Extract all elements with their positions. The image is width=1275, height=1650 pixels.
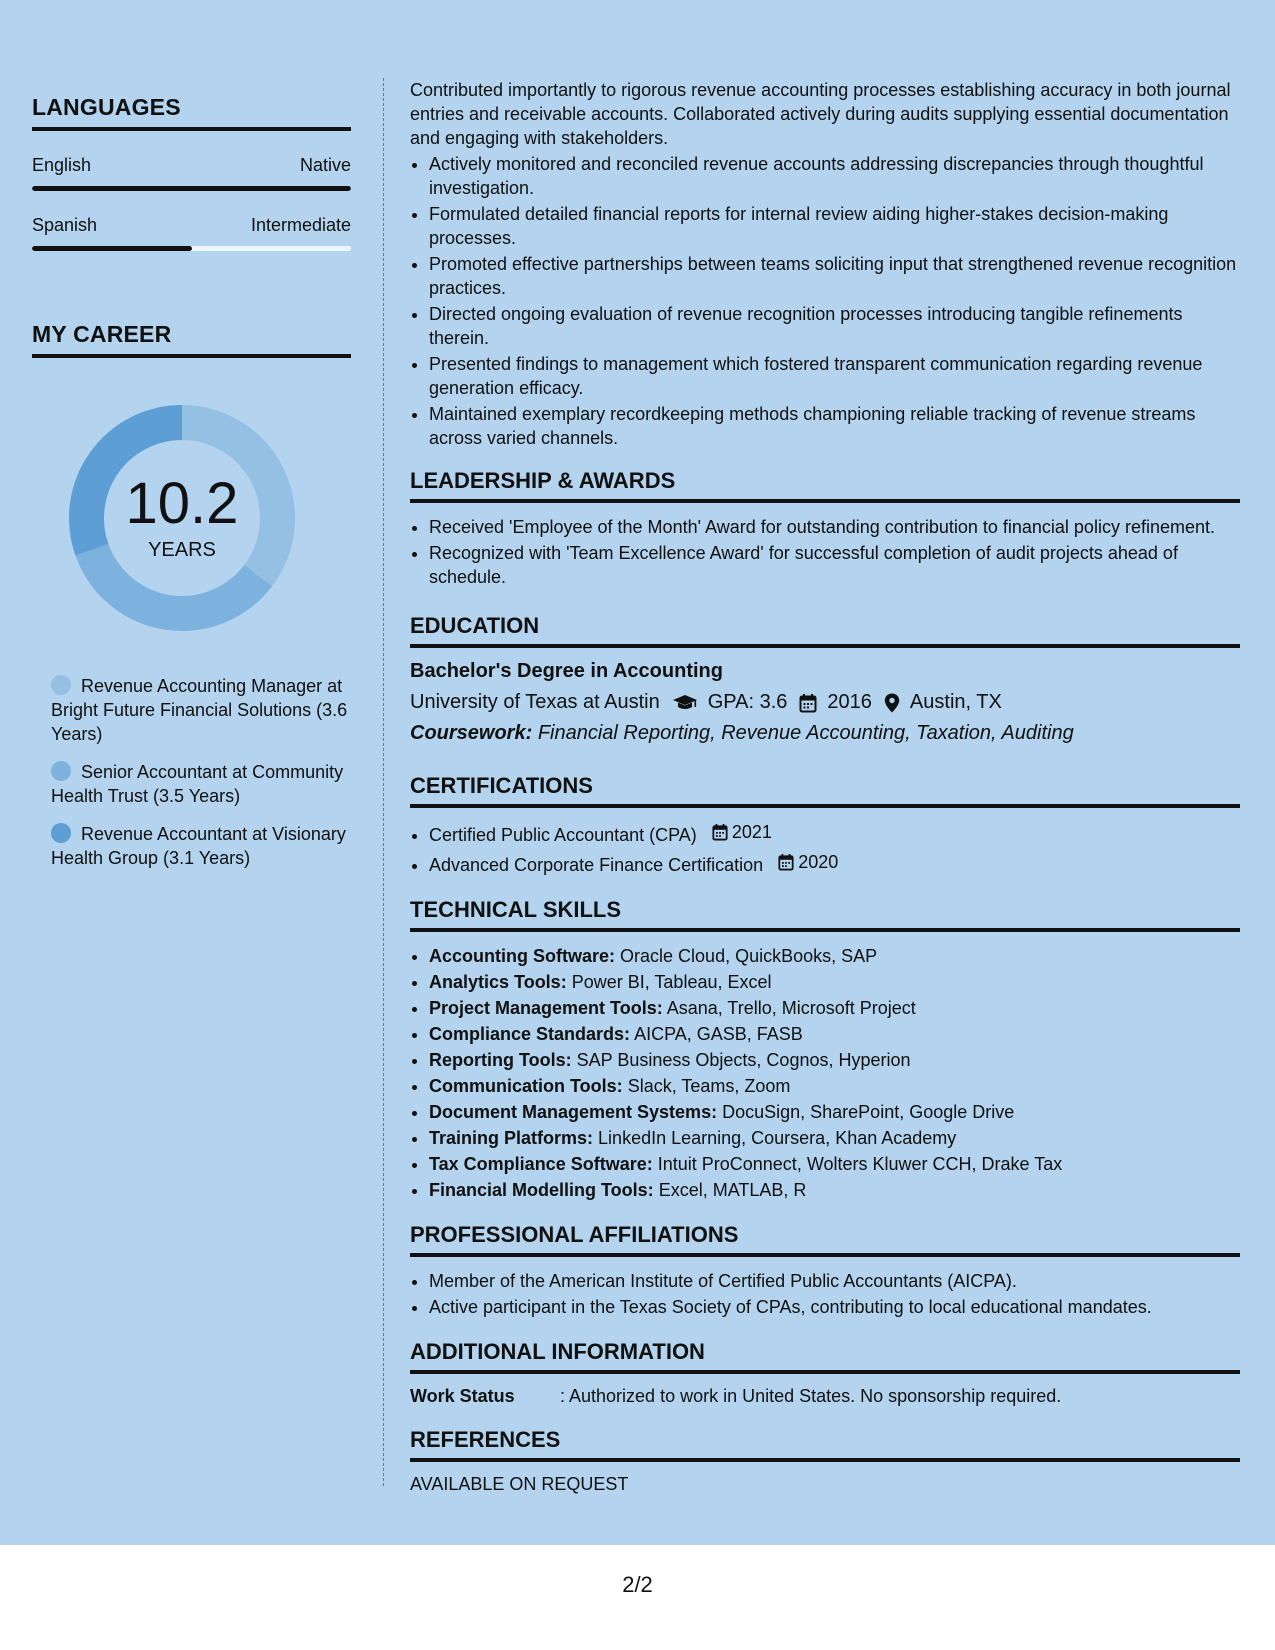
- language-proficiency-fill: [32, 246, 192, 251]
- work-status-value: : Authorized to work in United States. No sponsorship required.: [560, 1386, 1062, 1406]
- skill-label: Compliance Standards:: [429, 1024, 631, 1044]
- language-item: [32, 155, 351, 191]
- leadership-title: LEADERSHIP & AWARDS: [410, 468, 1240, 503]
- column-divider: [383, 78, 384, 1486]
- list-item: [429, 850, 1240, 877]
- language-name: English: [32, 155, 92, 175]
- map-pin-icon: [884, 693, 900, 713]
- list-item: [429, 1074, 1240, 1098]
- list-item: [429, 970, 1240, 994]
- calendar-icon: [712, 823, 728, 841]
- education-coursework: [410, 722, 1240, 745]
- skill-label: Accounting Software:: [429, 946, 616, 966]
- skill-value: LinkedIn Learning, Coursera, Khan Academy: [598, 1128, 957, 1148]
- certification-name: Advanced Corporate Finance Certification: [429, 855, 764, 875]
- additional-info-title: ADDITIONAL INFORMATION: [410, 1339, 1240, 1374]
- language-proficiency-bar: [32, 186, 351, 191]
- list-item: • Recognized with 'Team Excellence Award' for successful completion of audit projects ahead of schedule.: [429, 541, 1240, 589]
- graduation-cap-icon: [672, 693, 698, 713]
- skill-value: Power BI, Tableau, Excel: [571, 972, 772, 992]
- skills-list: [410, 944, 1240, 1202]
- skill-label: Document Management Systems:: [429, 1102, 718, 1122]
- skill-value: Oracle Cloud, QuickBooks, SAP: [620, 946, 878, 966]
- work-status-label: Work Status: [410, 1386, 515, 1406]
- work-status-row: [410, 1386, 1240, 1407]
- language-proficiency-bar: [32, 246, 351, 251]
- education-degree: Bachelor's Degree in Accounting: [410, 660, 723, 682]
- skill-label: Tax Compliance Software:: [429, 1154, 653, 1174]
- list-item: • Presented findings to management which fostered transparent communication regarding revenue generation efficacy.: [429, 352, 1240, 400]
- certifications-title: CERTIFICATIONS: [410, 773, 1240, 808]
- list-item: [429, 1100, 1240, 1124]
- skill-label: Training Platforms:: [429, 1128, 594, 1148]
- skills-title: TECHNICAL SKILLS: [410, 897, 1240, 932]
- affiliations-title: PROFESSIONAL AFFILIATIONS: [410, 1222, 1240, 1257]
- language-name: Spanish: [32, 215, 98, 235]
- legend-label: Revenue Accounting Manager at Bright Future Financial Solutions (3.6 Years): [51, 676, 348, 744]
- skill-label: Communication Tools:: [429, 1076, 623, 1096]
- list-item: [429, 1152, 1240, 1176]
- list-item: [429, 1178, 1240, 1202]
- career-legend-item: [51, 822, 351, 870]
- page-number: 2/2: [622, 1572, 653, 1597]
- education-gpa: GPA: 3.6: [707, 691, 788, 713]
- references-title: REFERENCES: [410, 1427, 1240, 1462]
- list-item: • Actively monitored and reconciled revenue accounts addressing discrepancies through thoughtful investigation.: [429, 152, 1240, 200]
- references-text: AVAILABLE ON REQUEST: [410, 1474, 629, 1494]
- skill-value: Slack, Teams, Zoom: [627, 1076, 791, 1096]
- legend-label: Revenue Accountant at Visionary Health Group (3.1 Years): [51, 824, 346, 868]
- list-item: [429, 996, 1240, 1020]
- career-legend: [32, 674, 351, 870]
- list-item: [429, 820, 1240, 847]
- career-title: MY CAREER: [32, 321, 351, 358]
- legend-dot: [51, 823, 71, 843]
- skill-value: DocuSign, SharePoint, Google Drive: [722, 1102, 1015, 1122]
- calendar-icon: [799, 693, 817, 713]
- coursework-value: Financial Reporting, Revenue Accounting, Taxation, Auditing: [537, 722, 1074, 744]
- language-proficiency-fill: [32, 186, 351, 191]
- certification-name: Certified Public Accountant (CPA): [429, 825, 697, 845]
- list-item: [429, 1048, 1240, 1072]
- certification-year: 2021: [731, 822, 772, 842]
- education-title: EDUCATION: [410, 613, 1240, 648]
- career-legend-item: [51, 674, 351, 746]
- affiliations-list: [410, 1269, 1240, 1319]
- education-location: Austin, TX: [909, 691, 1002, 713]
- languages-title: LANGUAGES: [32, 94, 351, 131]
- list-item: • Promoted effective partnerships between teams soliciting input that strengthened revenue recognition practices.: [429, 252, 1240, 300]
- career-donut-chart: [62, 398, 302, 638]
- skill-value: SAP Business Objects, Cognos, Hyperion: [576, 1050, 911, 1070]
- list-item: [429, 1126, 1240, 1150]
- coursework-label: Coursework:: [410, 722, 533, 744]
- experience-summary: Contributed importantly to rigorous revenue accounting processes establishing accuracy in both journal entries and receivable accounts. Collaborated actively during audits supplying essential documentation and engaging with stakeholders.: [410, 80, 1231, 148]
- education-year: 2016: [827, 691, 872, 713]
- skill-value: Intuit ProConnect, Wolters Kluwer CCH, Drake Tax: [657, 1154, 1063, 1174]
- calendar-icon: [778, 853, 794, 871]
- sidebar: [32, 78, 351, 884]
- legend-label: Senior Accountant at Community Health Trust (3.5 Years): [51, 762, 344, 806]
- leadership-list: [410, 515, 1240, 589]
- list-item: • Directed ongoing evaluation of revenue recognition processes introducing tangible refinements therein.: [429, 302, 1240, 350]
- skill-value: Excel, MATLAB, R: [658, 1180, 807, 1200]
- legend-dot: [51, 761, 71, 781]
- list-item: • Received 'Employee of the Month' Award for outstanding contribution to financial policy refinement.: [429, 515, 1240, 539]
- career-total-years: 10.2: [125, 470, 239, 536]
- list-item: • Active participant in the Texas Society of CPAs, contributing to local educational mandates.: [429, 1295, 1240, 1319]
- list-item: [429, 1022, 1240, 1046]
- skill-label: Financial Modelling Tools:: [429, 1180, 654, 1200]
- skill-value: Asana, Trello, Microsoft Project: [666, 998, 916, 1018]
- list-item: • Member of the American Institute of Certified Public Accountants (AICPA).: [429, 1269, 1240, 1293]
- language-level: Intermediate: [250, 215, 351, 235]
- list-item: • Maintained exemplary recordkeeping methods championing reliable tracking of revenue streams across varied channels.: [429, 402, 1240, 450]
- skill-value: AICPA, GASB, FASB: [634, 1024, 803, 1044]
- list-item: [429, 944, 1240, 968]
- skill-label: Analytics Tools:: [429, 972, 567, 992]
- skill-label: Reporting Tools:: [429, 1050, 572, 1070]
- certification-year: 2020: [798, 852, 839, 872]
- education-details: [410, 691, 1240, 714]
- list-item: • Formulated detailed financial reports for internal review aiding higher-stakes decision-making processes.: [429, 202, 1240, 250]
- career-legend-item: [51, 760, 351, 808]
- skill-label: Project Management Tools:: [429, 998, 663, 1018]
- certifications-list: [410, 820, 1240, 877]
- experience-bullets: [410, 152, 1240, 450]
- legend-dot: [51, 675, 71, 695]
- language-level: Native: [299, 155, 351, 175]
- education-school: University of Texas at Austin: [410, 691, 660, 713]
- career-years-label: YEARS: [148, 538, 216, 561]
- main-content: [410, 78, 1240, 1495]
- language-item: [32, 215, 351, 251]
